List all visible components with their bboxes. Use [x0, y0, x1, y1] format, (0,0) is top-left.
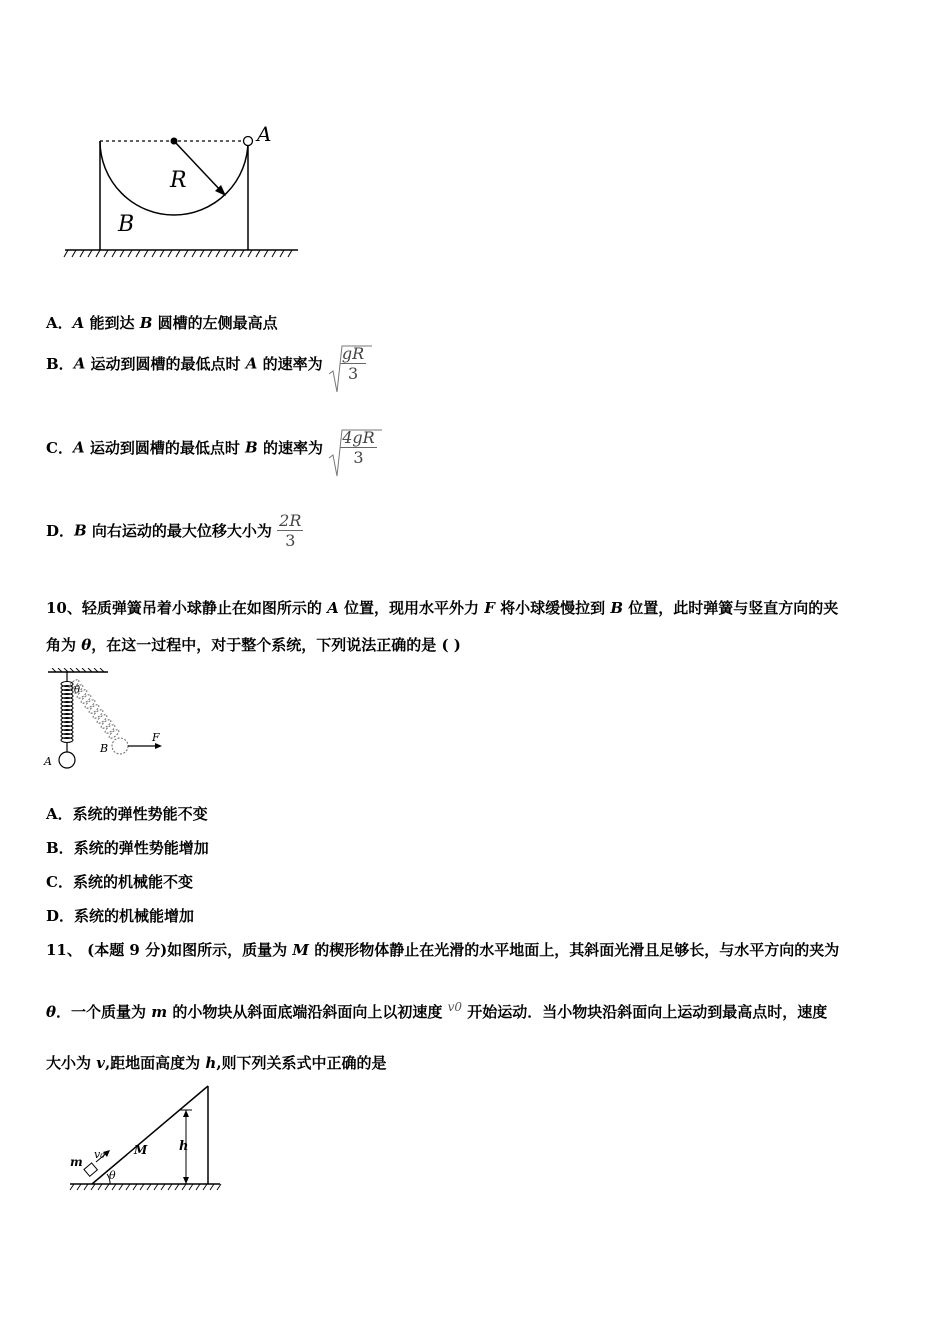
q10-option-c: C．系统的机械能不变 — [46, 873, 193, 891]
q9-option-d: D．B 向右运动的最大位移大小为 $\frac{2R}{3}$ — [46, 511, 302, 550]
figure-spring — [42, 668, 172, 774]
label-v0: v₀ — [94, 1148, 105, 1161]
q11-line-1: 11、 (本题 9 分)如图所示，质量为 M 的楔形物体静止在光滑的水平地面上，其斜面光滑且足够长，与水平方向的夹为 — [46, 941, 840, 959]
label-B: B — [100, 742, 109, 755]
q10-option-b: B．系统的弹性势能增加 — [46, 839, 209, 857]
q10-line-2: 角为 θ，在这一过程中，对于整个系统，下列说法正确的是 ( ) — [46, 636, 461, 654]
label-M: M — [134, 1143, 148, 1157]
q9-option-b: B．A 运动到圆槽的最低点时 A 的速率为 $\frac{gR}{3}$ — [46, 344, 366, 383]
q9-option-c: C．A 运动到圆槽的最低点时 B 的速率为 $\frac{4gR}{3}$ — [46, 428, 377, 467]
sqrt-formula-c: $\frac{4gR}{3}$ — [328, 428, 376, 467]
label-A: A — [257, 122, 272, 146]
label-theta: θ — [109, 1169, 116, 1182]
label-F: F — [152, 731, 160, 744]
figure-circular-groove — [60, 115, 310, 265]
label-m: m — [70, 1155, 83, 1169]
q10-option-d: D．系统的机械能增加 — [46, 907, 195, 925]
label-B: B — [118, 212, 135, 237]
label-h: h — [179, 1139, 189, 1154]
q9-option-a: A．A 能到达 B 圆槽的左侧最高点 — [46, 314, 278, 332]
fraction-d: $\frac{2R}{3}$ — [279, 511, 302, 550]
q11-line-3: 大小为 v,距地面高度为 h,则下列关系式中正确的是 — [46, 1054, 387, 1072]
figure-wedge — [62, 1078, 232, 1198]
q11-line-2: θ．一个质量为 m 的小物块从斜面底端沿斜面向上以初速度 $^{v0}$ 开始运动．当小物块沿斜面向上运动到最高点时，速度 — [46, 1000, 828, 1021]
q10-line-1: 10、轻质弹簧吊着小球静止在如图所示的 A 位置，现用水平外力 F 将小球缓慢拉到 B 位置，此时弹簧与竖直方向的夹 — [46, 599, 839, 617]
label-A: A — [44, 755, 52, 768]
label-theta: θ — [74, 685, 81, 696]
sqrt-formula-b: $\frac{gR}{3}$ — [328, 344, 366, 383]
v0-symbol: v0 — [447, 1000, 462, 1014]
label-R: R — [170, 168, 187, 193]
q10-option-a: A．系统的弹性势能不变 — [46, 805, 208, 823]
